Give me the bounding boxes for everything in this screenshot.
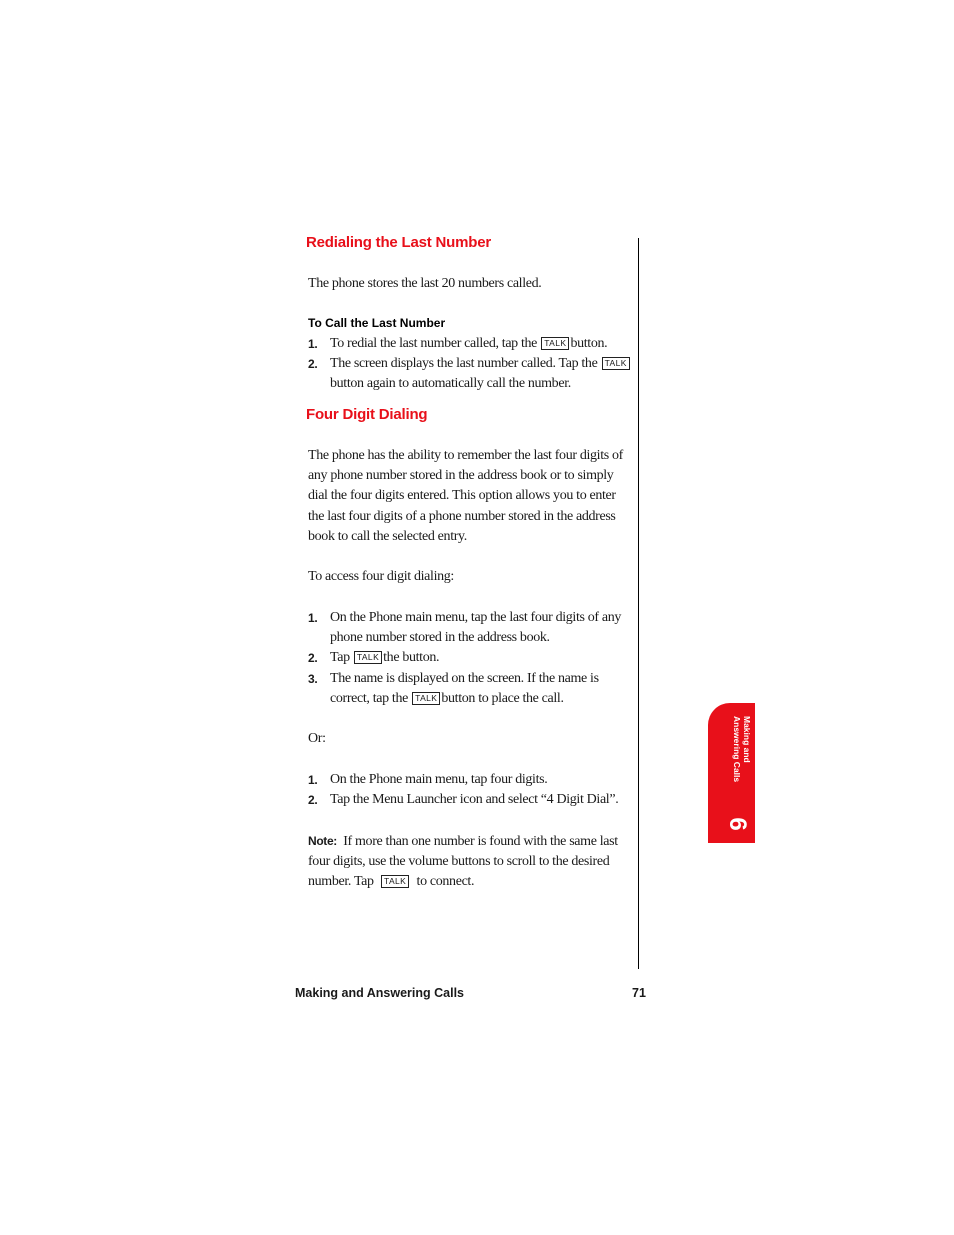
step-number: 1. bbox=[308, 773, 318, 787]
step-number: 1. bbox=[308, 611, 318, 625]
talk-key-icon: TALK bbox=[602, 357, 630, 370]
four-digit-step-2 bbox=[308, 648, 634, 668]
four-digit-intro: The phone has the ability to remember the last four digits of any phone number stored in the address book or to simply dial the four digits entered. This option allows you to enter the last four digits of a phone number stored in the address book to call the selected entry. bbox=[308, 448, 623, 544]
subheading-call-last: To Call the Last Number bbox=[308, 316, 446, 330]
alt-step-1 bbox=[308, 770, 634, 790]
step-text: The name is displayed on the screen. If the name is correct, tap the TALK button to place the call. bbox=[330, 671, 599, 707]
step-number: 1. bbox=[308, 337, 318, 351]
step-number: 3. bbox=[308, 672, 318, 686]
step-number: 2. bbox=[308, 357, 318, 371]
talk-key-icon: TALK bbox=[541, 337, 569, 350]
section-heading-four-digit: Four Digit Dialing bbox=[306, 406, 428, 423]
step-number: 2. bbox=[308, 651, 318, 665]
chapter-tab-label: Making and Answering Calls bbox=[732, 716, 752, 783]
page-number: 71 bbox=[632, 986, 646, 1000]
step-text: On the Phone main menu, tap the last four digits of any phone number stored in the address book. bbox=[330, 610, 622, 646]
four-digit-step-1 bbox=[308, 608, 634, 648]
note-paragraph: Note: If more than one number is found with the same last four digits, use the volume buttons to scroll to the desired number. Tap TALK to connect. bbox=[308, 834, 618, 890]
step-text: The screen displays the last number called. Tap the TALK button again to automatically call the number. bbox=[330, 354, 634, 394]
step-text: Tap TALK the button. bbox=[330, 650, 440, 665]
talk-key-icon: TALK bbox=[354, 651, 382, 664]
or-label: Or: bbox=[308, 731, 326, 746]
step-text: Tap the Menu Launcher icon and select “4 Digit Dial”. bbox=[330, 792, 619, 807]
section-heading-redialing: Redialing the Last Number bbox=[306, 234, 492, 251]
four-digit-access: To access four digit dialing: bbox=[308, 569, 454, 584]
step-text: To redial the last number called, tap the TALK button. bbox=[330, 336, 608, 351]
redial-intro: The phone stores the last 20 numbers called. bbox=[308, 276, 542, 291]
step-text: On the Phone main menu, tap four digits. bbox=[330, 772, 548, 787]
four-digit-step-3 bbox=[308, 669, 634, 709]
chapter-tab-number: 6 bbox=[724, 817, 751, 831]
footer-title: Making and Answering Calls bbox=[295, 986, 465, 1000]
redial-step-1 bbox=[308, 334, 634, 354]
alt-step-2 bbox=[308, 790, 634, 810]
talk-key-icon: TALK bbox=[381, 875, 409, 888]
redial-step-2 bbox=[308, 354, 634, 394]
talk-key-icon: TALK bbox=[412, 692, 440, 705]
note-label: Note: bbox=[308, 834, 337, 848]
step-number: 2. bbox=[308, 793, 318, 807]
column-divider bbox=[638, 238, 639, 969]
